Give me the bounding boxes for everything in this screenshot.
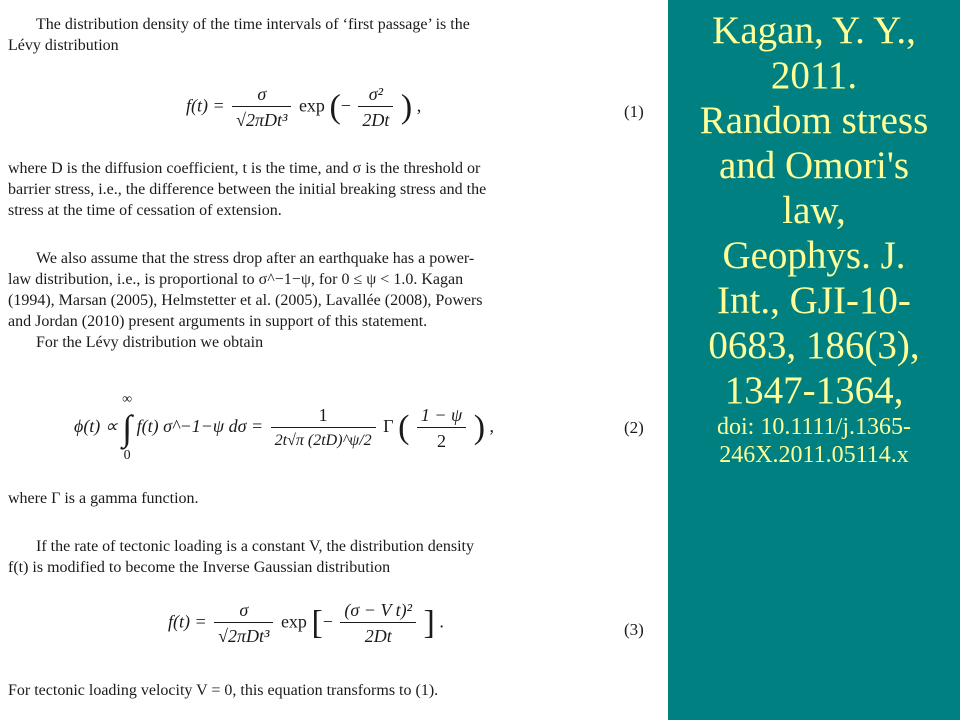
paren-close: ): [473, 409, 486, 446]
para-2: [8, 158, 650, 221]
eq3-fraction: [214, 598, 273, 649]
bracket-open: [: [311, 604, 323, 642]
text-line: and Jordan (2010) present arguments in support of this statement.: [8, 313, 428, 330]
para-3: [8, 248, 650, 353]
para-1: [8, 14, 650, 56]
para-7: [8, 680, 650, 701]
text-line: The distribution density of the time intervals of ‘first passage’ is the: [36, 16, 470, 33]
equation-3: f(t) = $\frac{\sigma}{\text{√2πDt³}}$ exp [− $\frac{\text{(σ − V t)²}}{2Dt}$ ] .: [168, 598, 444, 649]
text-line: We also assume that the stress drop after an earthquake has a power-: [36, 250, 475, 267]
eq1-exp: exp: [298, 95, 325, 116]
text-line: barrier stress, i.e., the difference between the initial breaking stress and the: [8, 181, 487, 198]
integral-sign: [122, 392, 132, 464]
text-line: Lévy distribution: [8, 37, 119, 54]
citation-text: [668, 0, 960, 469]
citation-line: Geophys. J.: [722, 234, 906, 277]
text-line: If the rate of tectonic loading is a constant V, the distribution density: [36, 538, 474, 555]
eq2-gnum: 1 − ψ: [417, 403, 466, 428]
citation-line: 1347-1364,: [724, 369, 904, 412]
eq1-num: σ: [232, 82, 291, 107]
citation-line: Kagan, Y. Y.,: [712, 9, 916, 52]
eq1-inner-den: 2Dt: [362, 110, 390, 130]
eq3-lhs: f(t) =: [168, 611, 207, 632]
eq1-number: (1): [624, 102, 644, 121]
citation-line: Random stress: [699, 99, 929, 142]
eq3-number: (3): [624, 620, 644, 639]
int-upper: ∞: [122, 392, 133, 407]
citation-line: 0683, 186(3),: [708, 324, 920, 367]
text-line: f(t) is modified to become the Inverse Gaussian distribution: [8, 559, 391, 576]
eq1-fraction: [232, 82, 291, 133]
eq2-den: 2t√π (2tD)^ψ/2: [274, 431, 372, 449]
text-line: (1994), Marsan (2005), Helmstetter et al. (2005), Lavallée (2008), Powers: [8, 292, 483, 309]
eq1-den: √2πDt³: [236, 110, 288, 130]
paren-open: (: [329, 88, 341, 126]
citation-line: and Omori's: [718, 144, 910, 187]
paren-open: (: [398, 409, 410, 446]
citation-panel: [668, 0, 960, 720]
eq3-inner-den: 2Dt: [364, 626, 392, 646]
bracket-close: ]: [423, 604, 435, 642]
text-line: For the Lévy distribution we obtain: [36, 334, 264, 351]
eq2-gamma: Γ: [383, 416, 394, 437]
para-6: [8, 536, 650, 578]
eq1-lhs: f(t) =: [186, 95, 225, 116]
eq2-lhs: ϕ(t) ∝: [74, 416, 118, 437]
eq1-inner-fraction: [358, 82, 393, 133]
equation-1: f(t) = $\frac{\sigma}{\text{√2πDt³}}$ exp (− $\frac{\text{σ²}}{2Dt}$ ) ,: [186, 82, 421, 133]
eq3-den: √2πDt³: [218, 626, 270, 646]
text-line: stress at the time of cessation of extension.: [8, 202, 282, 219]
eq1-inner-num: σ²: [358, 82, 393, 107]
int-lower: 0: [123, 448, 131, 463]
eq3-inner-num: (σ − V t)²: [340, 598, 416, 623]
paren-close: ): [400, 88, 413, 126]
eq2-number: (2): [624, 418, 644, 437]
eq3-exp: exp: [280, 611, 307, 632]
eq3-inner-fraction: [340, 598, 416, 649]
eq2-fraction: [271, 403, 376, 454]
doi-line[interactable]: doi: 10.1111/j.1365-: [717, 414, 911, 440]
text-line: where D is the diffusion coefficient, t is the time, and σ is the threshold or: [8, 160, 481, 177]
citation-line: law,: [782, 189, 846, 232]
citation-line: Int., GJI-10-: [717, 279, 911, 322]
eq3-num: σ: [214, 598, 273, 623]
text-line: law distribution, i.e., is proportional to σ^−1−ψ, for 0 ≤ ψ < 1.0. Kagan: [8, 271, 464, 288]
integral-glyph: ∫: [122, 408, 133, 448]
text-line: For tectonic loading velocity V = 0, this equation transforms to (1).: [8, 682, 439, 699]
para-5: [8, 488, 650, 509]
eq2-gden: 2: [437, 430, 447, 451]
text-line: where Γ is a gamma function.: [8, 490, 199, 507]
eq2-num: 1: [271, 403, 376, 428]
eq2-integrand: f(t) σ^−1−ψ dσ =: [136, 416, 264, 437]
doi-line[interactable]: 246X.2011.05114.x: [719, 442, 909, 468]
equation-2: ϕ(t) ∝ ∞ ∫ 0 f(t) σ^−1−ψ dσ = $\frac{1}{2t√\pi (2tD)\^{}\psi/2}$ Γ ( $\frac{1 - \psi}{2}$ ) ,: [74, 392, 495, 463]
eq2-gamma-fraction: [417, 403, 466, 454]
citation-line: 2011.: [770, 54, 858, 97]
